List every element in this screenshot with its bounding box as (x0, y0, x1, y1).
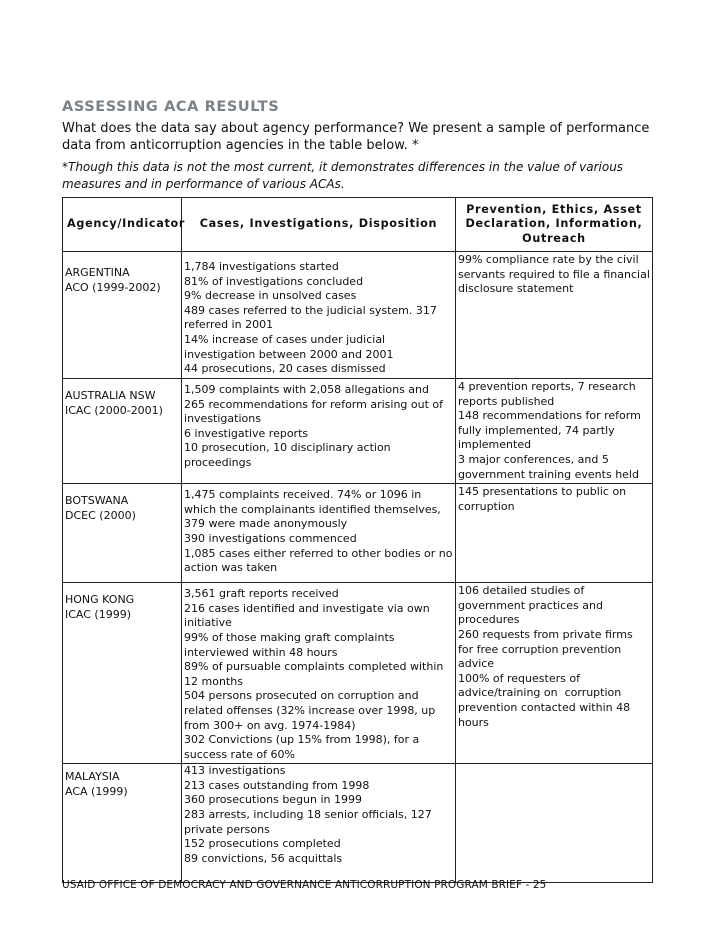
cases-line: 283 arrests, including 18 senior officials, 127 private persons (184, 808, 436, 836)
agency-line: MALAYSIA (65, 770, 120, 784)
cases-line: 413 investigations (184, 764, 286, 778)
table-row (63, 764, 653, 883)
cases-cell (182, 583, 456, 764)
prevention-line: 4 prevention reports, 7 research reports published (457, 380, 640, 408)
cases-line: 213 cases outstanding from 1998 (184, 778, 370, 792)
cases-line: 216 cases identified and investigate via own initiative (184, 601, 434, 630)
agency-line: DCEC (2000) (65, 508, 136, 522)
cases-line: 1,475 complaints received. 74% or 1096 in which the complainants identified themselves, 379 were made anonymously (184, 488, 445, 531)
footnote-paragraph: *Though this data is not the most current, it demonstrates differences in the value of various measures and in performance of various ACAs. (62, 160, 624, 191)
prevention-line: 99% compliance rate by the civil servants required to file a financial disclosure statement (457, 253, 654, 296)
agency-line: ICAC (2000-2001) (65, 403, 163, 417)
prevention-line: 145 presentations to public on corruption (457, 485, 630, 513)
cases-line: 1,509 complaints with 2,058 allegations and 265 recommendations for reform arising out of investigations (184, 383, 447, 426)
agency-line: ACO (1999-2002) (65, 280, 161, 294)
header-prevention: Prevention, Ethics, Asset Declaration, Information, Outreach (455, 198, 652, 252)
prevention-line: 100% of requesters of advice/training on corruption prevention contacted within 48 hours (457, 671, 634, 729)
prevention-cell (455, 583, 652, 764)
section-heading: ASSESSING ACA RESULTS (62, 99, 280, 115)
cases-line: 302 Convictions (up 15% from 1998), for a success rate of 60% (184, 733, 423, 761)
table-row (63, 583, 653, 764)
table-row (63, 484, 653, 583)
prevention-line: 3 major conferences, and 5 government training events held (457, 452, 639, 481)
agency-cell (63, 583, 182, 764)
agency-line: ICAC (1999) (65, 607, 132, 621)
cases-line: 14% increase of cases under judicial investigation between 2000 and 2001 (184, 332, 394, 361)
cases-cell (182, 764, 456, 883)
cases-cell (182, 484, 456, 583)
page-footer: USAID OFFICE OF DEMOCRACY AND GOVERNANCE ANTICORRUPTION PROGRAM BRIEF - 25 (62, 879, 547, 891)
cases-cell (182, 252, 456, 379)
cases-line: 89% of pursuable complaints completed within 12 months (184, 660, 447, 688)
cases-line: 6 investigative reports (184, 426, 309, 440)
cases-line: 44 prosecutions, 20 cases dismissed (184, 362, 386, 376)
prevention-line: 106 detailed studies of government practices and procedures (457, 584, 607, 627)
agency-line: AUSTRALIA NSW (65, 389, 156, 402)
cases-line: 1,784 investigations started (184, 260, 339, 273)
cases-line: 3,561 graft reports received (184, 587, 339, 601)
agency-cell (63, 252, 182, 379)
cases-line: 390 investigations commenced (184, 531, 357, 545)
table-header-row (63, 198, 653, 252)
intro-paragraph: What does the data say about agency performance? We present a sample of performance data from anticorruption agencies in the table below. * (62, 121, 650, 153)
agency-line: ACA (1999) (65, 784, 128, 798)
agency-line: BOTSWANA (65, 494, 129, 508)
prevention-line: 148 recommendations for reform fully implemented, 74 partly implemented (457, 409, 645, 452)
cases-line: 1,085 cases either referred to other bodies or no action was taken (184, 546, 456, 575)
agency-cell (63, 484, 182, 583)
prevention-cell (455, 484, 652, 583)
cases-line: 152 prosecutions completed (184, 837, 341, 851)
agency-cell (63, 764, 182, 883)
cases-cell (182, 379, 456, 484)
prevention-cell (455, 379, 652, 484)
cases-line: 9% decrease in unsolved cases (184, 289, 357, 303)
table-row (63, 252, 653, 379)
performance-table (62, 197, 653, 883)
agency-line: ARGENTINA (65, 266, 130, 279)
prevention-cell (455, 764, 652, 883)
cases-line: 489 cases referred to the judicial system. 317 referred in 2001 (184, 303, 441, 332)
cases-line: 10 prosecution, 10 disciplinary action proceedings (184, 441, 395, 469)
agency-cell (63, 379, 182, 484)
cases-line: 504 persons prosecuted on corruption and related offenses (32% increase over 1998, up from 300+ on avg. 1974-1984) (184, 689, 439, 732)
header-agency: Agency/Indicator (63, 198, 182, 252)
cases-line: 89 convictions, 56 acquittals (184, 851, 343, 865)
cases-line: 99% of those making graft complaints interviewed within 48 hours (184, 630, 398, 659)
prevention-cell (455, 252, 652, 379)
cases-line: 360 prosecutions begun in 1999 (184, 793, 363, 807)
header-cases: Cases, Investigations, Disposition (182, 198, 456, 252)
agency-line: HONG KONG (65, 593, 135, 607)
prevention-line: 260 requests from private firms for free corruption prevention advice (457, 627, 637, 671)
table-row (63, 379, 653, 484)
cases-line: 81% of investigations concluded (184, 274, 364, 288)
